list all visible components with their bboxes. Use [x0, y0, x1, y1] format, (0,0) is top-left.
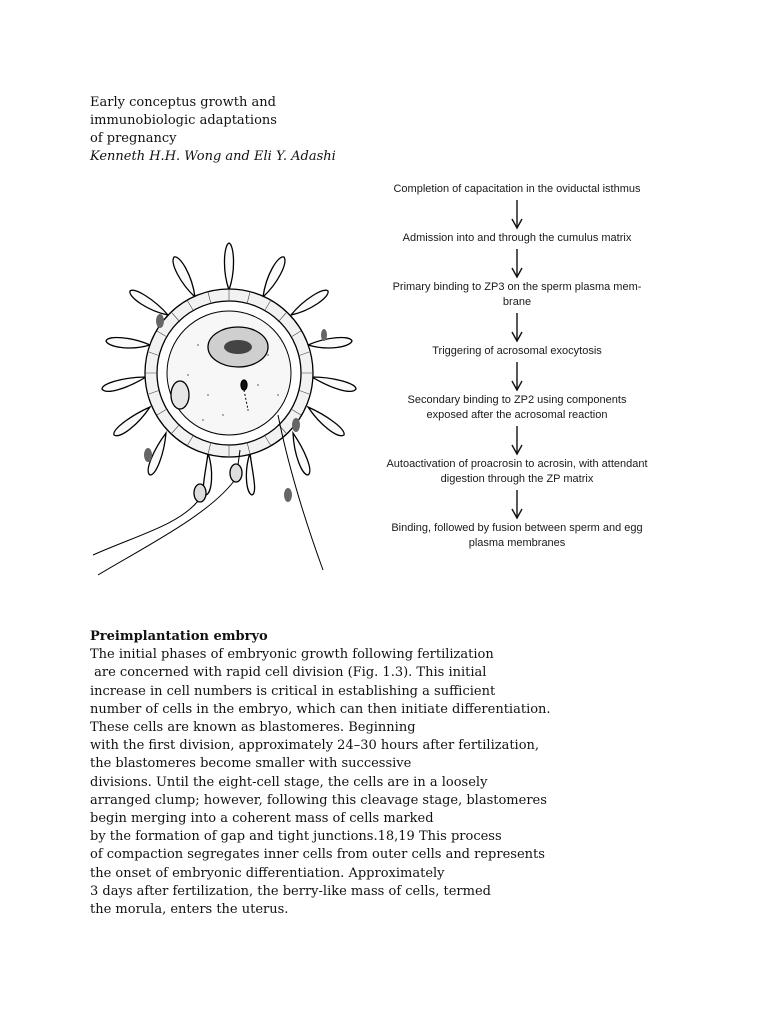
paragraph-line: are concerned with rapid cell division (Fig. 1.3). This initial: [90, 665, 487, 681]
title-line: of pregnancy: [90, 131, 177, 146]
flow-step-line: plasma membranes: [468, 537, 566, 549]
paragraph-line: These cells are known as blastomeres. Beginning: [90, 720, 416, 736]
paragraph-line: with the first division, approximately 24–30 hours after fertilization,: [90, 738, 540, 754]
paragraph-line: the morula, enters the uterus.: [90, 902, 289, 918]
flow-step-line: Completion of capacitation in the oviductal isthmus: [393, 183, 641, 195]
down-arrow-icon: [372, 487, 662, 521]
paragraph-line: begin merging into a coherent mass of cells marked: [90, 811, 434, 827]
fertilization-flowchart: [372, 182, 662, 551]
flow-step: [372, 231, 662, 246]
down-arrow-icon: [372, 197, 662, 231]
paragraph-line: the onset of embryonic differentiation. Approximately: [90, 865, 445, 881]
paragraph-line: arranged clump; however, following this cleavage stage, blastomeres: [90, 792, 547, 808]
paragraph-line: The initial phases of embryonic growth following fertilization: [90, 647, 494, 663]
document-header: [90, 94, 336, 166]
flow-step-line: brane: [502, 296, 532, 308]
flow-step-line: Admission into and through the cumulus matrix: [402, 232, 632, 244]
paragraph-line: by the formation of gap and tight junctions.18,19 This process: [90, 829, 502, 845]
title-line: Early conceptus growth and: [90, 95, 276, 110]
flow-step-line: Primary binding to ZP3 on the sperm plasma mem-: [392, 281, 642, 293]
paragraph-line: 3 days after fertilization, the berry-like mass of cells, termed: [90, 883, 491, 899]
preimplantation-section: [90, 628, 690, 919]
flow-step: [372, 457, 662, 487]
paragraph-line: the blastomeres become smaller with successive: [90, 756, 412, 772]
paragraph-line: divisions. Until the eight-cell stage, the cells are in a loosely: [90, 774, 488, 790]
flow-step: [372, 344, 662, 359]
flow-step-line: Binding, followed by fusion between sperm and egg: [391, 522, 643, 534]
flow-step-line: exposed after the acrosomal reaction: [426, 409, 608, 421]
flow-step: [372, 182, 662, 197]
down-arrow-icon: [372, 246, 662, 280]
flow-step-line: Triggering of acrosomal exocytosis: [432, 345, 602, 357]
paragraph-line: number of cells in the embryo, which can then initiate differentiation.: [90, 701, 551, 717]
flow-step-line: Secondary binding to ZP2 using components: [407, 394, 627, 406]
flow-step: [372, 393, 662, 423]
flow-step-line: digestion through the ZP matrix: [440, 473, 594, 485]
paragraph-line: of compaction segregates inner cells from outer cells and represents: [90, 847, 545, 863]
paragraph-line: increase in cell numbers is critical in establishing a sufficient: [90, 683, 496, 699]
flow-step: [372, 521, 662, 551]
authors: Kenneth H.H. Wong and Eli Y. Adashi: [90, 149, 336, 164]
down-arrow-icon: [372, 310, 662, 344]
title-line: immunobiologic adaptations: [90, 113, 277, 128]
oocyte-sperm-fertilization-illustration-icon: [88, 235, 370, 580]
flow-step: [372, 280, 662, 310]
section-heading: Preimplantation embryo: [90, 629, 268, 644]
down-arrow-icon: [372, 359, 662, 393]
down-arrow-icon: [372, 423, 662, 457]
fertilization-illustration: [88, 235, 370, 580]
flow-step-line: Autoactivation of proacrosin to acrosin, with attendant: [386, 458, 648, 470]
